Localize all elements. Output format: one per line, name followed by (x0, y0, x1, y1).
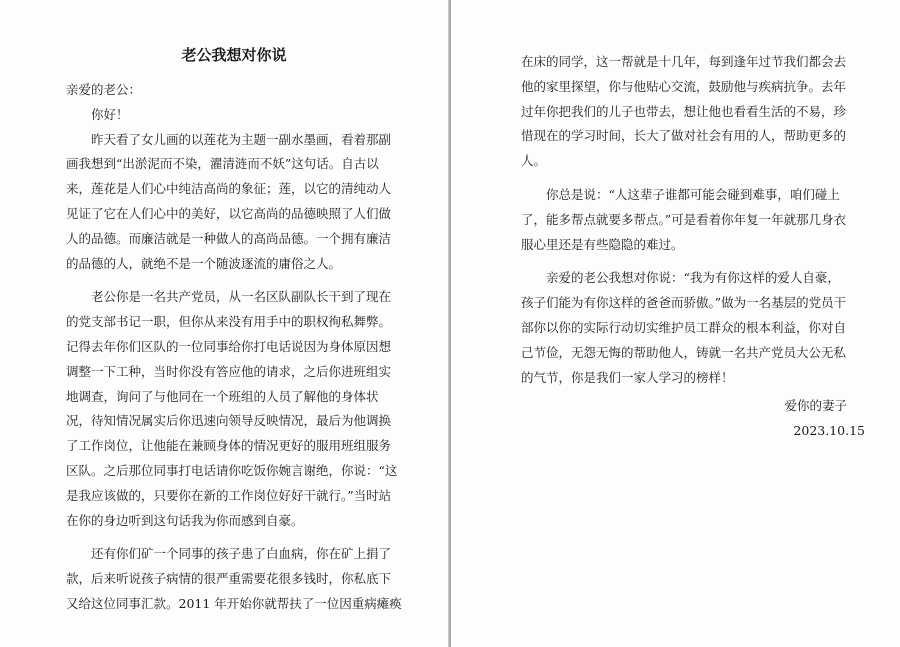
paragraph-classmate: 在床的同学，这一帮就是十几年，每到逢年过节我们都会去他的家里探望，你与他贴心交流，鼓励他与疾病抗争。去年过年你把我们的儿子也带去，想让他也看看生活的不易，珍惜现在的学习时间，长大了做对社会有用的人，帮助更多的人。 (521, 54, 847, 169)
left-page-content (66, 44, 402, 617)
signature-block (700, 394, 865, 444)
letter-date: 2023.10.15 (793, 422, 865, 438)
letter-greeting: 你好！ (91, 106, 129, 122)
paragraph-pride: 亲爱的老公我想对你说：“我为有你这样的爱人自豪，孩子们能为有你这样的爸爸而骄傲。”做为一名基层的党员干部你以你的实际行动切实维护员工群众的根本利益，你对自己节俭，无怨无悔的帮助他人，铸就一名共产党员大公无私的气节，你是我们一家人学习的榜样！ (521, 270, 847, 385)
paragraph-lotus: 昨天看了女儿画的以莲花为主题一副水墨画，看着那副画我想到“出淤泥而不染，濯清涟而不妖”这句话。自古以来，莲花是人们心中纯洁高尚的象征；莲，以它的清纯动人见证了它在人们心中的美好，以它高尚的品德映照了人们做人的品德。而廉洁就是一种做人的高尚品德。一个拥有廉洁的品德的人，就绝不是一个随波逐流的庸俗之人。 (66, 131, 392, 271)
letter-signature: 爱你的妻子 (784, 398, 847, 413)
paragraph-helping: 你总是说：“人这辈子谁都可能会碰到难事，咱们碰上了，能多帮点就要多帮点。”可是看着你年复一年就那几身衣服心里还是有些隐隐的难过。 (521, 186, 847, 252)
paragraph-donation: 还有你们矿一个同事的孩子患了白血病，你在矿上捐了款，后来听说孩子病情的很严重需要花很多钱时，你私底下又给这位同事汇款。2011 年开始你就帮扶了一位因重病瘫痪 (66, 546, 402, 611)
letter-title: 老公我想对你说 (181, 46, 287, 64)
right-page-content (521, 50, 847, 390)
left-page (0, 0, 449, 647)
paragraph-party-member: 老公你是一名共产党员，从一名区队副队长干到了现在的党支部书记一职，但你从来没有用手中的职权徇私舞弊。记得去年你们区队的一位同事给你打电话说因为身体原因想调整一下工种，当时你没有答应他的请求，之后你进班组实地调查，询问了与他同在一个班组的人员了解他的身体状况，待知情况属实后你迅速向领导反映情况，最后为他调换了工作岗位，让他能在兼顾身体的情况更好的服用班组服务区队。之后那位同事打电话请你吃饭你婉言谢绝，你说：“这是我应该做的，只要你在新的工作岗位好好干就行。”当时站在你的身边听到这句话我为你而感到自豪。 (66, 289, 398, 528)
letter-salutation: 亲爱的老公： (66, 82, 142, 97)
